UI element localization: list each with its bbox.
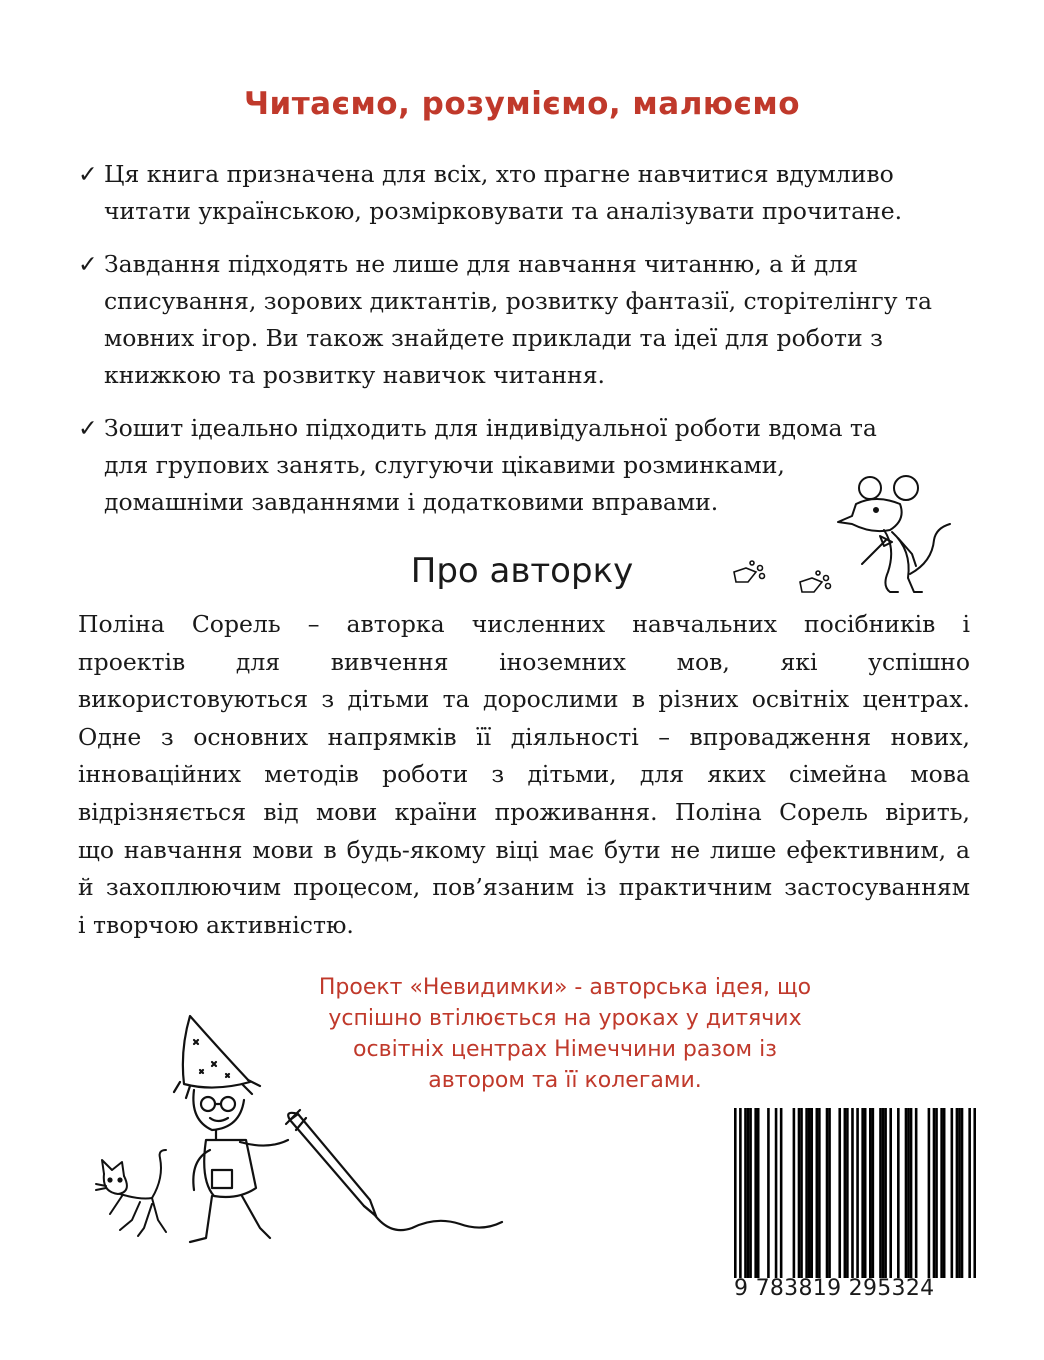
- barcode-bar: [956, 1108, 959, 1278]
- barcode-bar: [933, 1108, 936, 1278]
- barcode-bar: [940, 1108, 943, 1278]
- about-line: проектів для вивчення іноземних мов, які успішно: [78, 647, 970, 676]
- check-icon: ✓: [78, 160, 98, 188]
- barcode: [734, 1108, 976, 1278]
- feature-line: Зошит ідеально підходить для індивідуальної роботи вдома та: [104, 414, 877, 442]
- about-title: Про авторку: [410, 551, 634, 591]
- about-line: інноваційних методів роботи з дітьми, для яких сімейна мова: [78, 760, 970, 789]
- barcode-bar: [961, 1108, 964, 1278]
- barcode-bar: [851, 1108, 854, 1278]
- barcode-bar: [915, 1108, 918, 1278]
- feature-line: Завдання підходять не лише для навчання читанню, а й для: [104, 250, 858, 278]
- barcode-bar: [734, 1108, 737, 1278]
- note-line: освітніх центрах Німеччини разом із: [353, 1037, 777, 1062]
- barcode-bar: [800, 1108, 803, 1278]
- barcode-bar: [889, 1108, 892, 1278]
- barcode-bar: [828, 1108, 831, 1278]
- feature-line: домашніми завданнями і додатковими вправами.: [104, 488, 719, 516]
- feature-line: книжкою та розвитку навичок читання.: [104, 361, 606, 389]
- barcode-bar: [951, 1108, 954, 1278]
- cat-drawing: [92, 1148, 178, 1240]
- barcode-bar: [856, 1108, 859, 1278]
- barcode-bar: [739, 1108, 742, 1278]
- about-line: Поліна Сорель – авторка численних навчальних посібників і: [78, 610, 970, 638]
- about-line: й захоплюючим процесом, пов’язаним із практичним застосуванням: [78, 873, 970, 902]
- about-line: і творчою активністю.: [78, 910, 354, 939]
- barcode-bar: [905, 1108, 908, 1278]
- check-icon: ✓: [78, 250, 98, 278]
- barcode-bar: [780, 1108, 783, 1278]
- barcode-bar: [872, 1108, 875, 1278]
- note-line: Проект «Невидимки» - авторська ідея, що: [318, 975, 812, 1000]
- barcode-bar: [754, 1108, 757, 1278]
- barcode-bar: [798, 1108, 801, 1278]
- feature-line: для групових занять, слугуючи цікавими розминками,: [104, 451, 785, 479]
- barcode-bar: [805, 1108, 808, 1278]
- barcode-bar: [958, 1108, 961, 1278]
- barcode-bar: [793, 1108, 796, 1278]
- barcode-bar: [838, 1108, 841, 1278]
- child-with-pencil-drawing: [150, 1010, 610, 1250]
- barcode-number: 9 783819 295324: [734, 1276, 935, 1301]
- barcode-bar: [757, 1108, 760, 1278]
- barcode-bar: [968, 1108, 971, 1278]
- about-line: відрізняється від мови країни проживання. Поліна Сорель вірить,: [78, 797, 970, 826]
- feature-item: [78, 246, 978, 394]
- barcode-bar: [864, 1108, 867, 1278]
- barcode-bar: [810, 1108, 813, 1278]
- about-line: використовуються з дітьми та дорослими в різних освітніх центрах.: [78, 685, 970, 714]
- barcode-bar: [973, 1108, 976, 1278]
- barcode-bar: [943, 1108, 946, 1278]
- barcode-bar: [775, 1108, 778, 1278]
- note-line: автором та її колегами.: [428, 1068, 702, 1093]
- feature-item: [78, 156, 978, 230]
- barcode-bar: [935, 1108, 938, 1278]
- feature-line: мовних ігор. Ви також знайдете приклади та ідеї для роботи з: [104, 324, 883, 352]
- barcode-bar: [816, 1108, 819, 1278]
- barcode-bar: [879, 1108, 882, 1278]
- barcode-bar: [826, 1108, 829, 1278]
- barcode-bar: [846, 1108, 849, 1278]
- barcode-bar: [844, 1108, 847, 1278]
- about-text: [78, 606, 970, 944]
- barcode-bar: [897, 1108, 900, 1278]
- barcode-bar: [744, 1108, 747, 1278]
- barcode-bar: [767, 1108, 770, 1278]
- about-line: що навчання мови в будь-якому віці має бути не лише ефективним, а: [78, 835, 970, 864]
- barcode-bar: [808, 1108, 811, 1278]
- barcode-bar: [928, 1108, 931, 1278]
- barcode-bar: [749, 1108, 752, 1278]
- barcode-bar: [861, 1108, 864, 1278]
- about-line: Одне з основних напрямків її діяльності – впровадження нових,: [78, 722, 970, 751]
- headline: Читаємо, розуміємо, малюємо: [243, 86, 801, 122]
- check-icon: ✓: [78, 414, 98, 442]
- barcode-bar: [747, 1108, 750, 1278]
- barcode-bar: [818, 1108, 821, 1278]
- barcode-bar: [882, 1108, 885, 1278]
- barcode-bar: [869, 1108, 872, 1278]
- barcode-bar: [884, 1108, 887, 1278]
- barcode-bar: [910, 1108, 913, 1278]
- feature-line: списування, зорових диктантів, розвитку фантазії, сторітелінгу та: [104, 287, 933, 315]
- feature-line: читати українською, розмірковувати та аналізувати прочитане.: [104, 197, 903, 225]
- barcode-bar: [907, 1108, 910, 1278]
- feature-line: Ця книга призначена для всіх, хто прагне навчитися вдумливо: [104, 160, 894, 188]
- note-line: успішно втілюється на уроках у дитячих: [328, 1006, 802, 1031]
